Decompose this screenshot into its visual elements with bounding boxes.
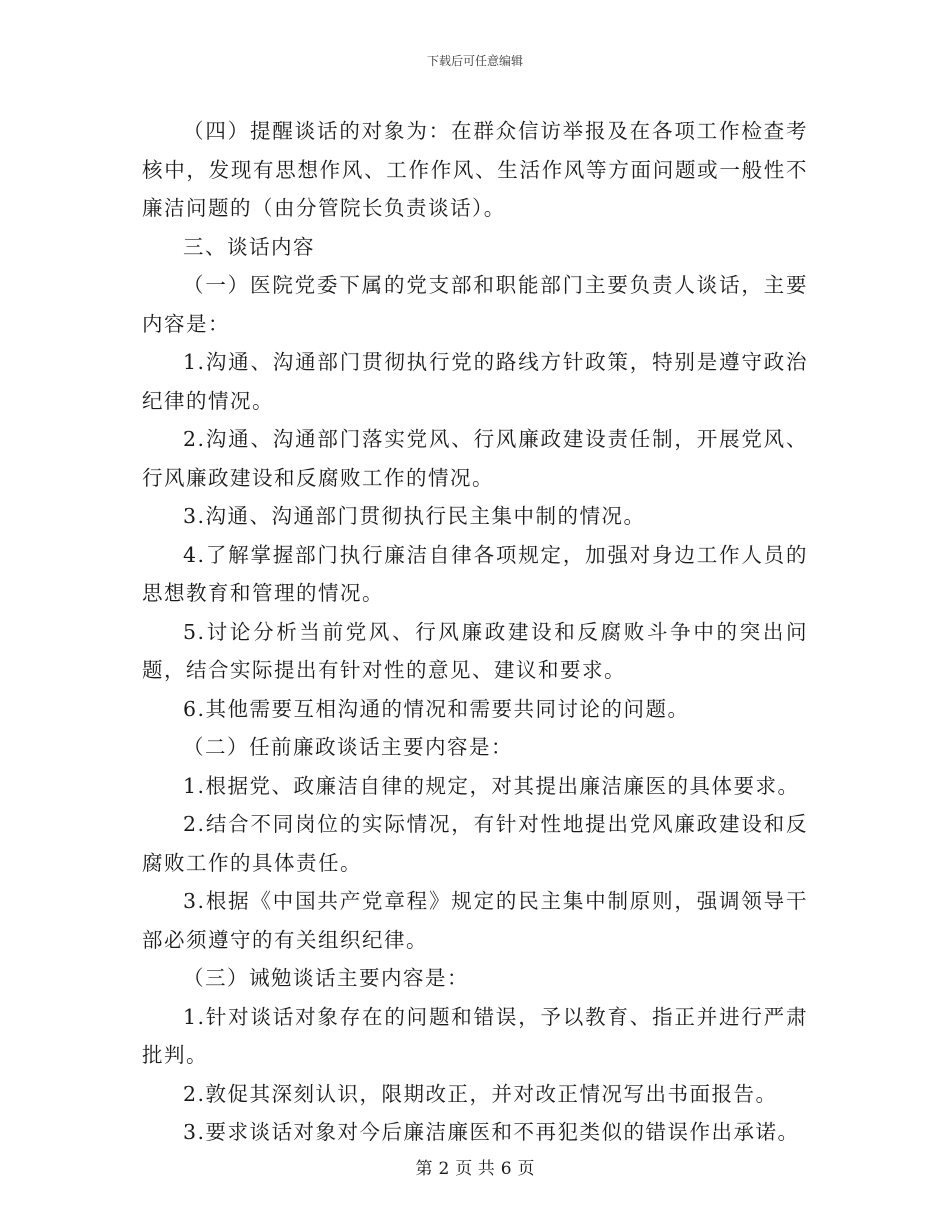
list-item: 1.根据党、政廉洁自律的规定，对其提出廉洁廉医的具体要求。 (183, 773, 800, 798)
page-label-prefix: 第 (415, 1159, 433, 1179)
list-item: 3.要求谈话对象对今后廉洁廉医和不再犯类似的错误作出承诺。 (183, 1120, 800, 1144)
list-item: 3.根据《中国共产党章程》规定的民主集中制原则，强调领导干部必须遵守的有关组织纪律。 (142, 889, 808, 952)
list-item: 2.沟通、沟通部门落实党风、行风廉政建设责任制，开展党风、行风廉政建设和反腐败工作的情况。 (142, 427, 808, 490)
total-pages-number: 6 (500, 1159, 512, 1179)
document-body (142, 112, 808, 1152)
subsection-heading: （三）诫勉谈话主要内容是： (183, 966, 469, 990)
subsection-heading: （一）医院党委下属的党支部和职能部门主要负责人谈话，主要内容是： (142, 273, 808, 336)
page-label-suffix: 页 (517, 1159, 535, 1179)
list-item: 3.沟通、沟通部门贯彻执行民主集中制的情况。 (183, 504, 646, 528)
list-item: 5.讨论分析当前党风、行风廉政建设和反腐败斗争中的突出问题，结合实际提出有针对性的意见、建议和要求。 (142, 619, 808, 682)
list-item: 2.结合不同岗位的实际情况，有针对性地提出党风廉政建设和反腐败工作的具体责任。 (142, 812, 808, 875)
list-item: 1.针对谈话对象存在的问题和错误，予以教育、指正并进行严肃批判。 (142, 1004, 808, 1067)
list-item: 2.敦促其深刻认识，限期改正，并对改正情况写出书面报告。 (183, 1081, 778, 1106)
list-item: 6.其他需要互相沟通的情况和需要共同讨论的问题。 (183, 696, 690, 721)
page-header: 下载后可任意编辑 (426, 54, 523, 68)
section-heading: 三、谈话内容 (183, 234, 315, 259)
page-footer (0, 1154, 950, 1179)
subsection-heading: （二）任前廉政谈话主要内容是： (183, 735, 513, 759)
list-item: 1.沟通、沟通部门贯彻执行党的路线方针政策，特别是遵守政治纪律的情况。 (142, 350, 808, 413)
paragraph: （四）提醒谈话的对象为：在群众信访举报及在各项工作检查考核中，发现有思想作风、工作作风、生活作风等方面问题或一般性不廉洁问题的（由分管院长负责谈话）。 (142, 119, 808, 220)
current-page-number: 2 (438, 1159, 450, 1179)
list-item: 4.了解掌握部门执行廉洁自律各项规定，加强对身边工作人员的思想教育和管理的情况。 (142, 542, 808, 605)
page-label-middle: 页 共 (455, 1159, 495, 1179)
